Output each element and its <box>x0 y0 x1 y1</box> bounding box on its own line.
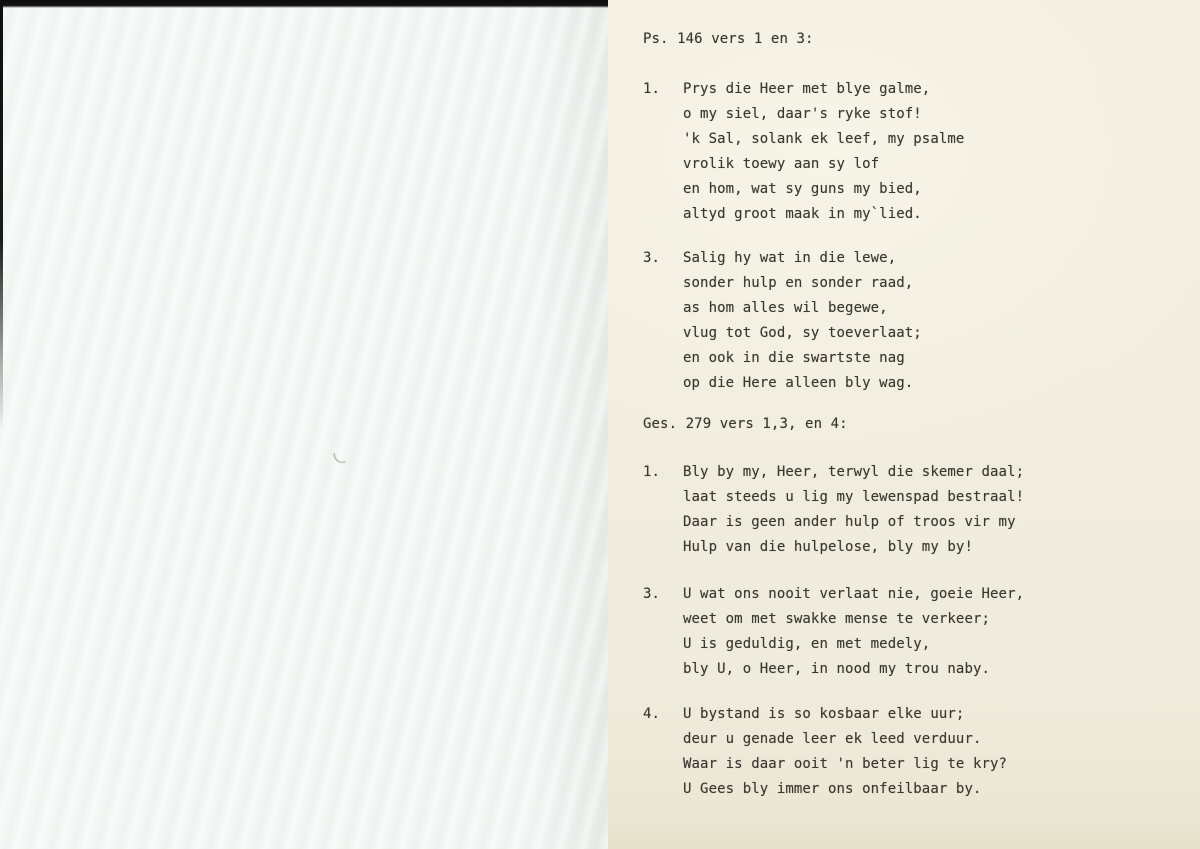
scan-edge-top <box>0 0 608 8</box>
poem-line: en hom, wat sy guns my bied, <box>683 181 922 197</box>
poem-line: weet om met swakke mense te verkeer; <box>683 611 991 627</box>
stanza-lines <box>683 77 964 227</box>
poem-line: U is geduldig, en met medely, <box>683 636 931 652</box>
poem-line: deur u genade leer ek leed verduur. <box>683 731 982 747</box>
stanza-number: 3. <box>643 250 661 266</box>
scan-edge-left <box>0 0 3 430</box>
poem-line: 'k Sal, solank ek leef, my psalme <box>683 131 965 147</box>
stanza-lines <box>683 582 1024 682</box>
poem-line: U wat ons nooit verlaat nie, goeie Heer, <box>683 586 1025 602</box>
stanza-number: 4. <box>643 706 661 722</box>
stanza-lines <box>683 246 922 396</box>
poem-line: Daar is geen ander hulp of troos vir my <box>683 514 1016 530</box>
stanza-ps146-1 <box>643 77 964 227</box>
stanza-ps146-3 <box>643 246 922 396</box>
stanza-ges279-1 <box>643 460 1024 560</box>
poem-line: U bystand is so kosbaar elke uur; <box>683 706 965 722</box>
poem-line: Waar is daar ooit 'n beter lig te kry? <box>683 756 1008 772</box>
poem-line: en ook in die swartste nag <box>683 350 905 366</box>
poem-line: Hulp van die hulpelose, bly my by! <box>683 539 973 555</box>
poem-line: as hom alles wil begewe, <box>683 300 888 316</box>
hymn-sheet <box>608 0 1200 849</box>
stanza-lines <box>683 460 1024 560</box>
stanza-ges279-3 <box>643 582 1024 682</box>
poem-line: vrolik toewy aan sy lof <box>683 156 880 172</box>
poem-line: o my siel, daar's ryke stof! <box>683 106 922 122</box>
poem-line: bly U, o Heer, in nood my trou naby. <box>683 661 991 677</box>
stanza-number: 1. <box>643 464 661 480</box>
poem-line: Salig hy wat in die lewe, <box>683 250 897 266</box>
poem-line: op die Here alleen bly wag. <box>683 375 914 391</box>
poem-line: sonder hulp en sonder raad, <box>683 275 914 291</box>
section-heading-gesang: Ges. 279 vers 1,3, en 4: <box>643 416 848 432</box>
section-heading-psalm: Ps. 146 vers 1 en 3: <box>643 31 814 47</box>
poem-line: laat steeds u lig my lewenspad bestraal! <box>683 489 1025 505</box>
poem-line: Bly by my, Heer, terwyl die skemer daal; <box>683 464 1025 480</box>
stanza-ges279-4 <box>643 702 1007 802</box>
poem-line: U Gees bly immer ons onfeilbaar by. <box>683 781 982 797</box>
stanza-number: 3. <box>643 586 661 602</box>
right-page <box>608 0 1200 849</box>
stanza-lines <box>683 702 1007 802</box>
stanza-number: 1. <box>643 81 661 97</box>
poem-line: altyd groot maak in my`lied. <box>683 206 922 222</box>
poem-line: Prys die Heer met blye galme, <box>683 81 931 97</box>
paper-speck <box>333 451 346 465</box>
poem-line: vlug tot God, sy toeverlaat; <box>683 325 922 341</box>
